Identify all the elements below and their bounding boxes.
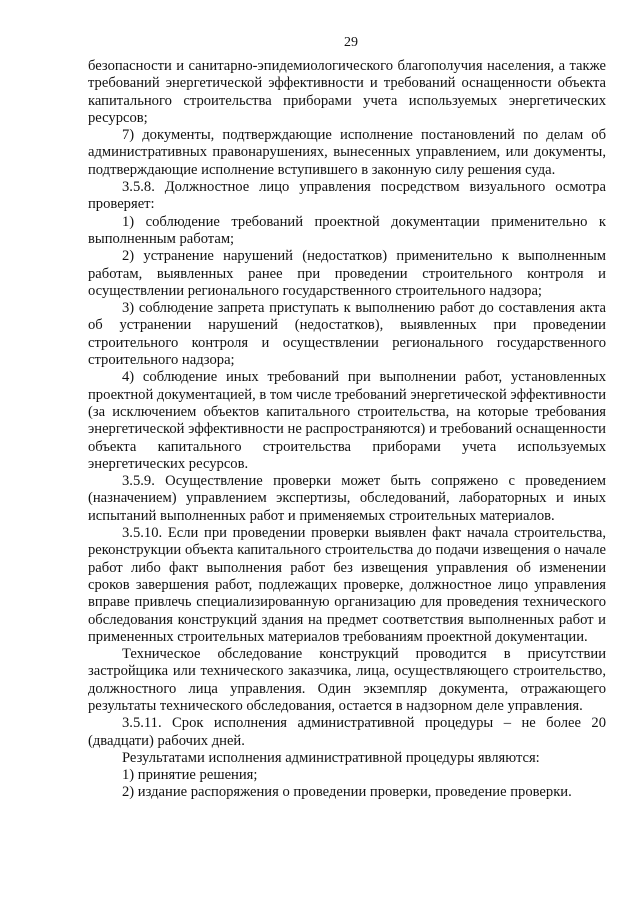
paragraph: 2) издание распоряжения о проведении проверки, проведение проверки.	[122, 784, 572, 801]
paragraph: 2) устранение нарушений (недостатков) применительно к выполненным работам, выявленных ранее при проведении строительного контроля и осуществлении регионального государственного строительного надзора;	[88, 248, 606, 299]
page-number: 29	[344, 35, 358, 50]
document-body	[88, 58, 606, 802]
paragraph: 3) соблюдение запрета приступать к выполнению работ до составления акта об устранении нарушений (недостатков), выявленных при проведении строительного контроля и осуществлении регионального государственного строительного надзора;	[88, 300, 606, 369]
paragraph: 3.5.9. Осуществление проверки может быть сопряжено с проведением (назначением) управлением экспертизы, обследований, лабораторных и иных испытаний выполненных работ и применяемых строительных материалов.	[88, 473, 606, 524]
paragraph: 3.5.8. Должностное лицо управления посредством визуального осмотра проверяет:	[88, 179, 606, 213]
paragraph: 4) соблюдение иных требований при выполнении работ, установленных проектной документацией, в том числе требований энергетической эффективности (за исключением объектов капитального строительства, на которые требования энергетической эффективности не распространяются) и требований оснащенности объекта капитального строительства приборами учета используемых энергетических ресурсов.	[88, 369, 606, 472]
paragraph: 7) документы, подтверждающие исполнение постановлений по делам об административных правонарушениях, вынесенных управлением, или документы, подтверждающие исполнение вступившего в законную силу решения суда.	[88, 127, 606, 178]
paragraph: 1) соблюдение требований проектной документации применительно к выполненным работам;	[88, 213, 606, 247]
paragraph: 1) принятие решения;	[122, 767, 258, 784]
paragraph: Техническое обследование конструкций проводится в присутствии застройщика или технического заказчика, лица, осуществляющего строительство, должностного лица управления. Один экземпляр документа, отражающего результаты технического обследования, остается в надзорном деле управления.	[88, 646, 606, 714]
paragraph: 3.5.11. Срок исполнения административной процедуры – не более 20 (двадцати) рабочих дней.	[88, 715, 606, 749]
paragraph: 3.5.10. Если при проведении проверки выявлен факт начала строительства, реконструкции объекта капитального строительства до подачи извещения о начале работ либо факт выполнения работ без извещения управления об изменении сроков завершения работ, подлежащих проверке, должностное лицо управления вправе привлечь специализированную организацию для проведения технического обследования конструкций здания на предмет соответствия выполненных работ и примененных строительных материалов требованиям проектной документации.	[88, 525, 606, 645]
paragraph: безопасности и санитарно-эпидемиологического благополучия населения, а также требований энергетической эффективности и требований оснащенности объекта капитального строительства приборами учета используемых энергетических ресурсов;	[88, 58, 606, 126]
paragraph: Результатами исполнения административной процедуры являются:	[122, 749, 540, 766]
